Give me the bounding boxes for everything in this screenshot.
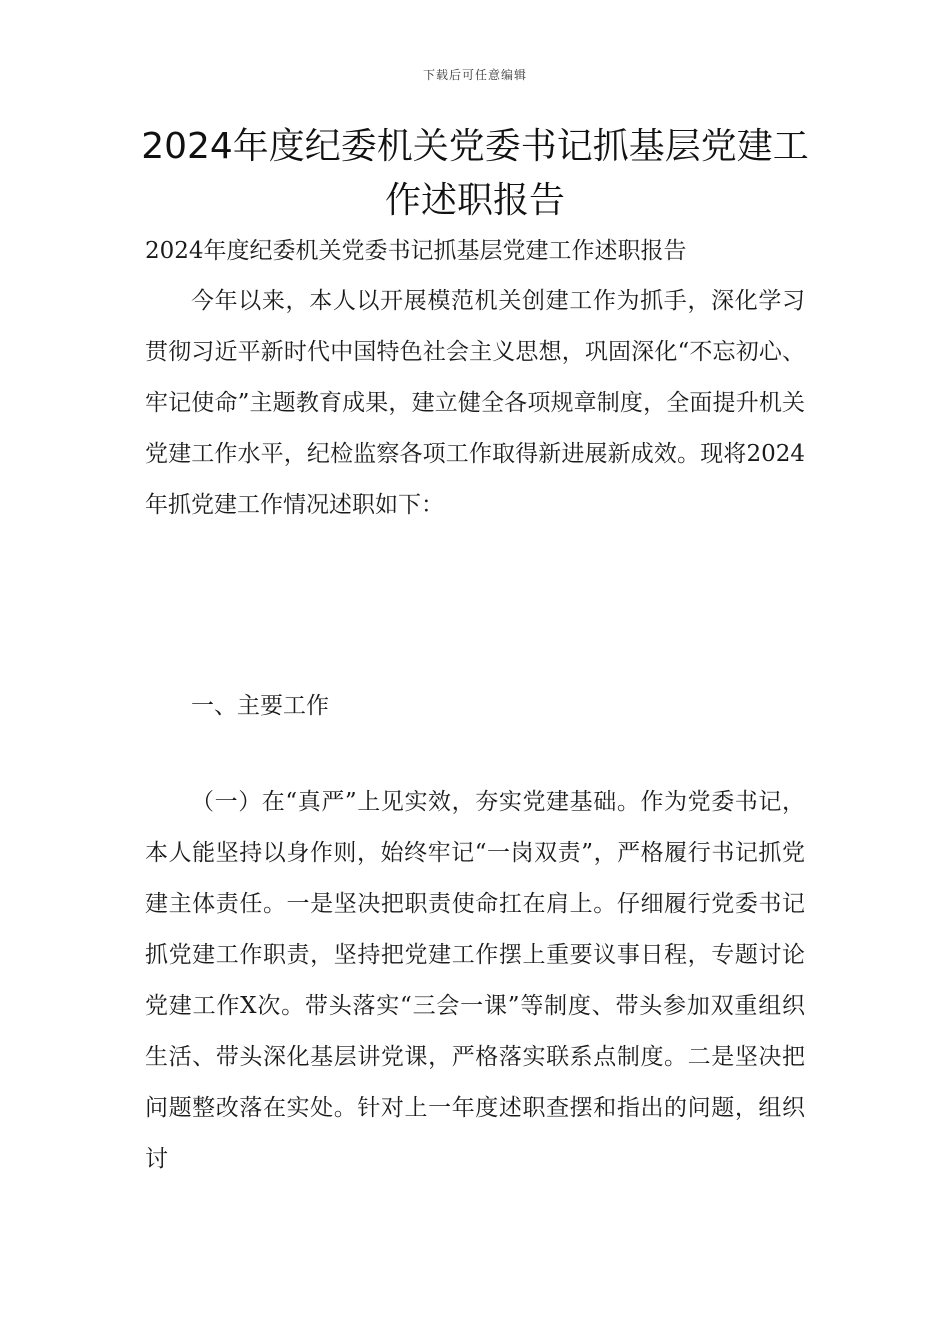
document-title: 2024年度纪委机关党委书记抓基层党建工作述职报告 [141, 126, 809, 221]
intro-paragraph: 今年以来，本人以开展模范机关创建工作为抓手，深化学习贯彻习近平新时代中国特色社会主义思想，巩固深化“不忘初心、牢记使命”主题教育成果，建立健全各项规章制度，全面提升机关党建工作水平，纪检监察各项工作取得新进展新成效。现将2024年抓党建工作情况述职如下： [145, 288, 805, 518]
document-subtitle: 2024年度纪委机关党委书记抓基层党建工作述职报告 [145, 238, 687, 264]
document-body [145, 226, 805, 1185]
header-note: 下载后可任意编辑 [422, 68, 527, 82]
section-paragraph: （一）在“真严”上见实效，夯实党建基础。作为党委书记，本人能坚持以身作则，始终牢记“一岗双责”，严格履行书记抓党建主体责任。一是坚决把职责使命扛在肩上。仔细履行党委书记抓党建工作职责，坚持把党建工作摆上重要议事日程，专题讨论党建工作X次。带头落实“三会一课”等制度、带头参加双重组织生活、带头深化基层讲党课，严格落实联系点制度。二是坚决把问题整改落在实处。针对上一年度述职查摆和指出的问题，组织讨 [145, 789, 805, 1172]
section-heading: 一、主要工作 [191, 693, 329, 719]
